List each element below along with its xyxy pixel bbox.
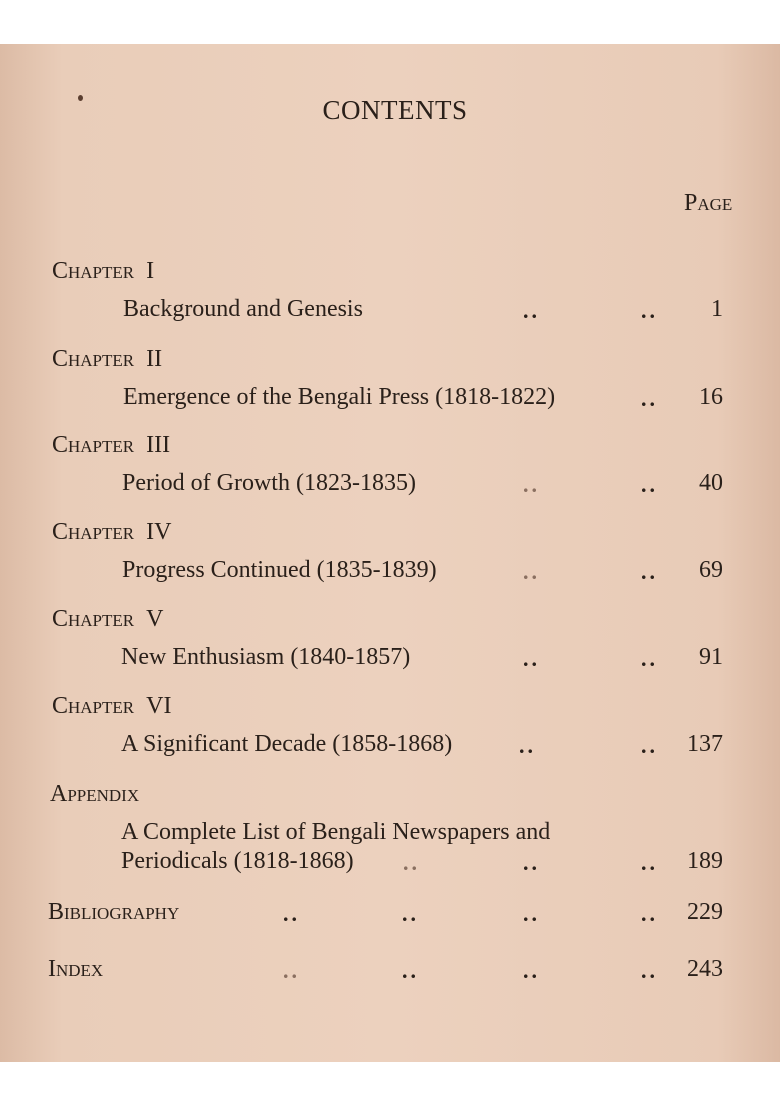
- leader-dots: ..: [402, 901, 419, 926]
- chapter-heading: Chapter II: [52, 346, 163, 372]
- page-number: 91: [699, 644, 723, 670]
- appendix-heading: Appendix: [50, 781, 140, 807]
- chapter-heading: Chapter III: [52, 432, 171, 458]
- leader-dots: ..: [641, 298, 658, 323]
- bibliography-heading: Bibliography: [48, 899, 180, 925]
- leader-dots: ..: [519, 733, 536, 758]
- appendix-title-line1: A Complete List of Bengali Newspapers and: [121, 819, 551, 845]
- leader-dots: ..: [523, 958, 540, 983]
- leader-dots: ..: [641, 901, 658, 926]
- page-number: 243: [687, 956, 723, 982]
- leader-dots: ..: [523, 298, 540, 323]
- leader-dots: ..: [283, 958, 300, 983]
- chapter-title: Emergence of the Bengali Press (1818-1822): [123, 384, 556, 410]
- leader-dots: ..: [523, 646, 540, 671]
- leader-dots: ..: [402, 958, 419, 983]
- chapter-title: Progress Continued (1835-1839): [122, 557, 437, 583]
- leader-dots: ..: [523, 901, 540, 926]
- appendix-title-line2: Periodicals (1818-1868): [121, 848, 354, 874]
- leader-dots: ..: [523, 472, 540, 497]
- leader-dots: ..: [523, 850, 540, 875]
- chapter-title: New Enthusiasm (1840-1857): [121, 644, 411, 670]
- leader-dots: ..: [523, 559, 540, 584]
- leader-dots: ..: [283, 901, 300, 926]
- leader-dots: ..: [641, 850, 658, 875]
- leader-dots: ..: [641, 958, 658, 983]
- leader-dots: ..: [641, 646, 658, 671]
- chapter-heading: Chapter I: [52, 258, 155, 284]
- page-number: 137: [687, 731, 723, 757]
- leader-dots: ..: [641, 386, 658, 411]
- leader-dots: ..: [403, 850, 420, 875]
- leader-dots: ..: [641, 559, 658, 584]
- chapter-title: A Significant Decade (1858-1868): [121, 731, 453, 757]
- page-title: CONTENTS: [322, 95, 468, 125]
- chapter-heading: Chapter IV: [52, 519, 172, 545]
- leader-dots: ..: [641, 733, 658, 758]
- page-number: 1: [711, 296, 723, 322]
- page-number: 40: [699, 470, 723, 496]
- page-column-header: Page: [684, 190, 733, 216]
- chapter-title: Period of Growth (1823-1835): [122, 470, 416, 496]
- leader-dots: ..: [641, 472, 658, 497]
- page-number: 69: [699, 557, 723, 583]
- page-number: 189: [687, 848, 723, 874]
- chapter-title: Background and Genesis: [123, 296, 363, 322]
- page-number: 16: [699, 384, 723, 410]
- chapter-heading: Chapter V: [52, 606, 164, 632]
- index-heading: Index: [48, 956, 104, 982]
- page-number: 229: [687, 899, 723, 925]
- chapter-heading: Chapter VI: [52, 693, 172, 719]
